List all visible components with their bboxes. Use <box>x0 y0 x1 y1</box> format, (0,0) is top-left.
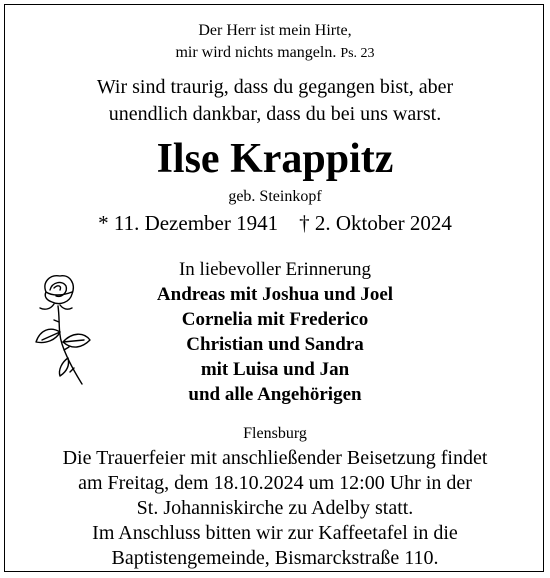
psalm-line-2 <box>0 42 550 65</box>
mourners-heading: In liebevoller Erinnerung <box>178 259 372 280</box>
intro-line-1: Wir sind traurig, dass du gegangen bist, aber <box>96 76 454 98</box>
psalm-line-1: Der Herr ist mein Hirte, <box>198 22 352 39</box>
psalm-reference: Ps. 23 <box>340 46 375 61</box>
mourner-line-1: Andreas mit Joshua und Joel <box>156 284 394 305</box>
deceased-name: Ilse Krappitz <box>156 136 394 182</box>
mourner-line-3: Christian und Sandra <box>186 334 364 355</box>
location: Flensburg <box>243 425 307 442</box>
funeral-line-3: St. Johanniskirche zu Adelby statt. <box>136 497 414 519</box>
life-dates: * 11. Dezember 1941 † 2. Oktober 2024 <box>98 211 452 235</box>
mourner-line-5: und alle Angehörigen <box>188 384 362 405</box>
intro-line-2: unendlich dankbar, dass du bei uns warst. <box>108 103 442 125</box>
funeral-line-2: am Freitag, dem 18.10.2024 um 12:00 Uhr in der <box>78 472 472 494</box>
funeral-line-5: Baptistengemeinde, Bismarckstraße 110. <box>111 547 439 569</box>
psalm-text: mir wird nichts mangeln. <box>175 44 337 61</box>
mourner-line-4: mit Luisa und Jan <box>200 359 350 380</box>
maiden-name: geb. Steinkopf <box>228 188 322 205</box>
funeral-line-4: Im Anschluss bitten wir zur Kaffeetafel in die <box>92 522 458 544</box>
funeral-line-1: Die Trauerfeier mit anschließender Beisetzung findet <box>62 447 488 469</box>
mourner-line-2: Cornelia mit Frederico <box>181 309 369 330</box>
